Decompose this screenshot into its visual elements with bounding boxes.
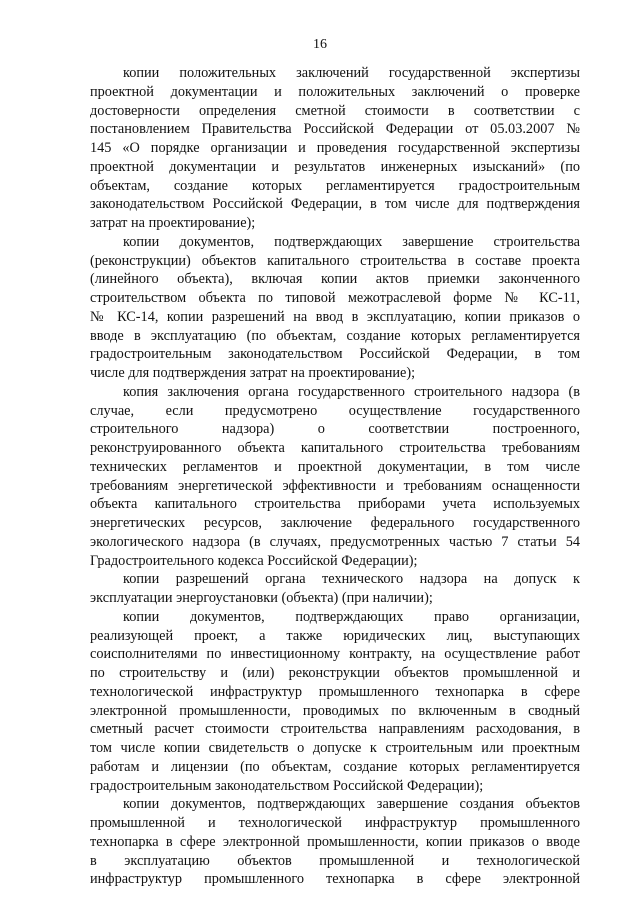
paragraph <box>90 570 580 608</box>
text-line: № КС-14, копии разрешений на ввод в эксплуатацию, копии приказов о <box>90 308 580 325</box>
text-line: (реконструкции) объектов капитального строительства в составе проекта <box>90 252 580 269</box>
text-line: законодательством Российской Федерации, в том числе для подтверждения <box>90 196 580 213</box>
text-line: требованиям энергетической эффективности и требованиям оснащенности <box>90 477 580 494</box>
text-line: работам и лицензии (по объектам, создание которых регламентируется <box>90 758 580 775</box>
text-line: том числе копии свидетельств о допуске к строительным или проектным <box>90 740 580 756</box>
paragraph <box>90 608 580 796</box>
text-line: технопарка в сфере электронной промышленности, копии приказов о вводе <box>90 833 580 850</box>
text-line: копии документов, подтверждающих право организации, <box>123 608 580 625</box>
text-line: реализующей проект, а также юридических лиц, выступающих <box>90 627 580 644</box>
paragraph <box>90 795 580 889</box>
text-line: Градостроительного кодекса Российской Федерации); <box>90 552 418 569</box>
text-line: инфраструктур промышленного технопарка в сфере электронной <box>90 871 580 888</box>
text-line: (линейного объекта), включая копии актов приемки законченного <box>90 271 580 288</box>
text-line: экологического надзора (в случаях, предусмотренных частью 7 статьи 54 <box>90 533 580 550</box>
text-line: реконструированного объекта капитального строительства требованиям <box>90 440 580 456</box>
text-line: случае, если предусмотрено осуществление государственного <box>90 402 580 419</box>
text-line: энергетических ресурсов, заключение федерального государственного <box>90 515 580 531</box>
paragraph <box>90 233 580 383</box>
paragraph <box>90 64 580 233</box>
text-line: сметный расчет стоимости строительства направлениям расходования, в <box>90 721 580 738</box>
text-line: копии положительных заключений государственной экспертизы <box>123 65 580 81</box>
paragraph <box>90 383 580 571</box>
text-line: затрат на проектирование); <box>90 215 256 231</box>
text-line: объектам, создание которых регламентируется градостроительным <box>90 177 580 194</box>
text-line: технических регламентов и проектной документации, в том числе <box>90 458 580 475</box>
document-body <box>90 64 580 889</box>
text-line: объекта капитального строительства приборами учета используемых <box>90 496 580 513</box>
text-line: копии документов, подтверждающих завершение строительства <box>123 233 580 250</box>
text-line: электронной промышленности, проводимых по включенным в сводный <box>90 702 580 719</box>
text-line: промышленной и технологической инфраструктур промышленного <box>90 815 580 831</box>
text-line: эксплуатации энергоустановки (объекта) (при наличии); <box>90 590 433 606</box>
text-line: по строительству и (или) реконструкции объектов промышленной и <box>90 665 580 681</box>
text-line: градостроительным законодательством Российской Федерации, в том <box>90 346 580 363</box>
text-line: технологической инфраструктур промышленного технопарка в сфере <box>90 683 580 700</box>
text-line: копии разрешений органа технического надзора на допуск к <box>123 571 580 588</box>
text-line: проектной документации и положительных заключений о проверке <box>90 83 580 100</box>
text-line: строительством объекта по типовой межотраслевой форме № КС-11, <box>90 290 580 306</box>
text-line: копии документов, подтверждающих завершение создания объектов <box>123 796 580 813</box>
text-line: градостроительным законодательством Российской Федерации); <box>90 777 484 794</box>
text-line: проектной документации и результатов инженерных изысканий» (по <box>90 158 580 175</box>
page-number: 16 <box>313 37 327 52</box>
text-line: числе для подтверждения затрат на проектирование); <box>90 365 416 381</box>
text-line: соисполнителями по инвестиционному контракту, на осуществление работ <box>90 646 580 663</box>
text-line: 145 «О порядке организации и проведения государственной экспертизы <box>90 140 580 156</box>
text-line: строительного надзора) о соответствии построенного, <box>90 421 580 438</box>
text-line: постановлением Правительства Российской Федерации от 05.03.2007 № <box>90 121 580 138</box>
text-line: достоверности определения сметной стоимости в соответствии с <box>90 102 580 119</box>
text-line: вводе в эксплуатацию (по объектам, создание которых регламентируется <box>90 327 580 344</box>
text-line: в эксплуатацию объектов промышленной и технологической <box>90 852 580 869</box>
text-line: копия заключения органа государственного строительного надзора (в <box>123 383 580 400</box>
